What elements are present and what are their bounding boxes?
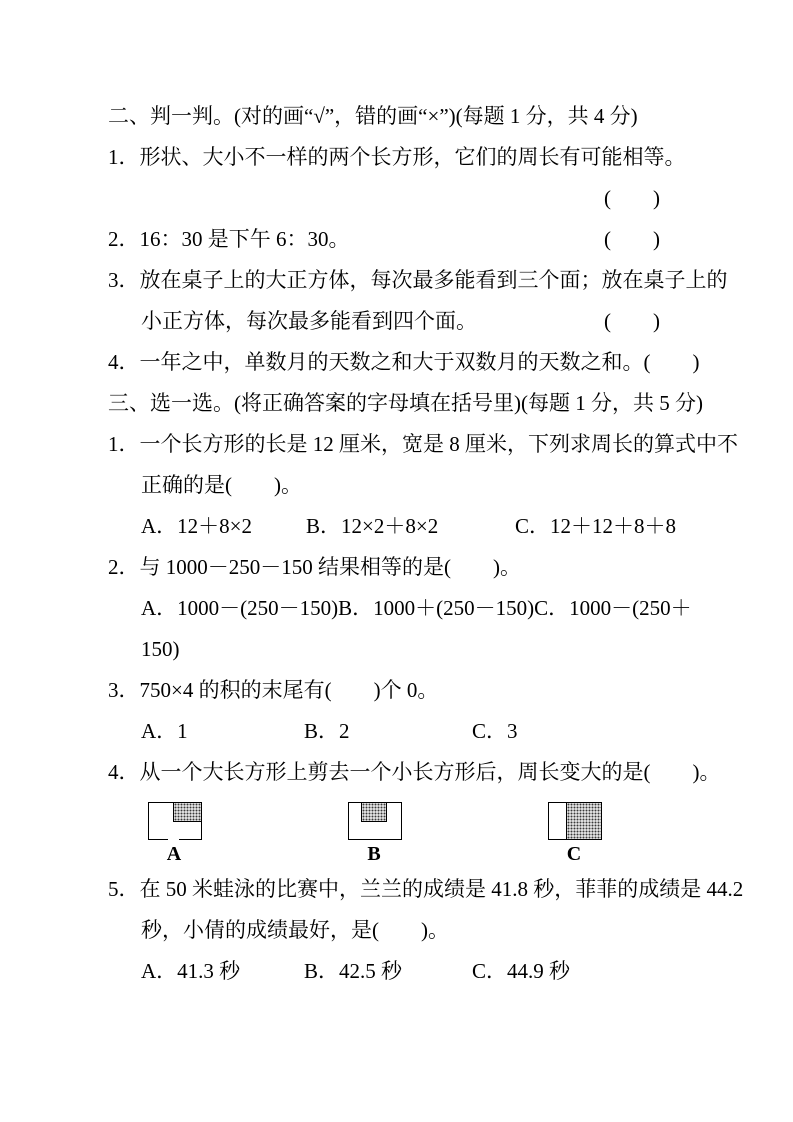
- choice-q1-line2: 正确的是( )。: [141, 473, 302, 497]
- figure-b-shaded-region: [361, 802, 387, 822]
- figure-c-shaded-region: [566, 802, 602, 840]
- choice-q5-option-b: B．42.5 秒: [304, 959, 403, 983]
- choice-q5-options: [108, 951, 688, 992]
- choice-q2-option-c: C．1000－(250＋: [534, 596, 692, 620]
- figure-a-shaded-region: [173, 802, 202, 822]
- figure-a-label: A: [166, 843, 182, 865]
- choice-q1-option-c: C．12＋12＋8＋8: [515, 514, 677, 538]
- judge-q2: [108, 219, 688, 260]
- judge-q3-line2: 小正方体，每次最多能看到四个面。: [141, 309, 477, 333]
- choice-q3-option-b: B．2: [304, 719, 350, 743]
- judge-q4: [108, 342, 700, 383]
- choice-q2-option-b: B．1000＋(250－150): [338, 596, 535, 620]
- paper-content: [108, 96, 744, 992]
- choice-q3-text: 3．750×4 的积的末尾有( )个 0。: [108, 678, 439, 702]
- figure-c-rectangle: [548, 802, 602, 840]
- judge-q3-line2-row: [108, 301, 688, 342]
- choice-q1-options: [108, 506, 688, 547]
- judge-q1-text: 1．形状、大小不一样的两个长方形，它们的周长有可能相等。: [108, 145, 686, 169]
- choice-q1-line1: 1．一个长方形的长是 12 厘米，宽是 8 厘米，下列求周长的算式中不: [108, 432, 738, 456]
- judge-q4-answer-blank: ( ): [643, 350, 700, 374]
- choice-q2-text: 2．与 1000－250－150 结果相等的是( )。: [108, 555, 521, 579]
- figure-a-bottom-gap: [168, 838, 179, 840]
- figure-b-rectangle: [348, 802, 402, 840]
- figure-c: [548, 793, 600, 868]
- choice-q2-option-c-overflow: 150): [141, 637, 180, 661]
- figure-a: [148, 793, 200, 868]
- judge-q4-text: 4．一年之中，单数月的天数之和大于双数月的天数之和。: [108, 350, 644, 374]
- judge-section-header: 二、判一判。(对的画“√”，错的画“×”)(每题 1 分，共 4 分): [108, 104, 638, 128]
- judge-q3-answer-blank: ( ): [604, 309, 660, 333]
- choice-q3-option-a: A．1: [141, 719, 188, 743]
- judge-q1-answer-blank: ( ): [604, 186, 660, 210]
- choice-q1-option-b: B．12×2＋8×2: [306, 514, 439, 538]
- figure-b-label: B: [367, 843, 381, 865]
- choice-q2-options: [108, 588, 692, 629]
- judge-q2-answer-blank: ( ): [604, 227, 660, 251]
- judge-q3-line1: 3．放在桌子上的大正方体，每次最多能看到三个面；放在桌子上的: [108, 268, 728, 292]
- choice-q5-option-a: A．41.3 秒: [141, 959, 241, 983]
- choice-q3-option-c: C．3: [472, 719, 518, 743]
- figure-c-label: C: [566, 843, 582, 865]
- choice-q4-text: 4．从一个大长方形上剪去一个小长方形后，周长变大的是( )。: [108, 760, 721, 784]
- choice-q4-figures: [108, 793, 688, 869]
- choice-q5-line2: 秒，小倩的成绩最好，是( )。: [141, 918, 449, 942]
- choice-q5-line1: 5．在 50 米蛙泳的比赛中，兰兰的成绩是 41.8 秒，菲菲的成绩是 44.2: [108, 877, 744, 901]
- figure-a-rectangle: [148, 802, 202, 840]
- figure-b: [348, 793, 400, 868]
- choice-section-header: 三、选一选。(将正确答案的字母填在括号里)(每题 1 分，共 5 分): [108, 391, 703, 415]
- choice-q2-option-a: A．1000－(250－150): [141, 596, 339, 620]
- choice-q5-option-c: C．44.9 秒: [472, 959, 571, 983]
- judge-q2-text: 2．16：30 是下午 6：30。: [108, 227, 350, 251]
- choice-q3-options: [108, 711, 688, 752]
- choice-q1-option-a: A．12＋8×2: [141, 514, 253, 538]
